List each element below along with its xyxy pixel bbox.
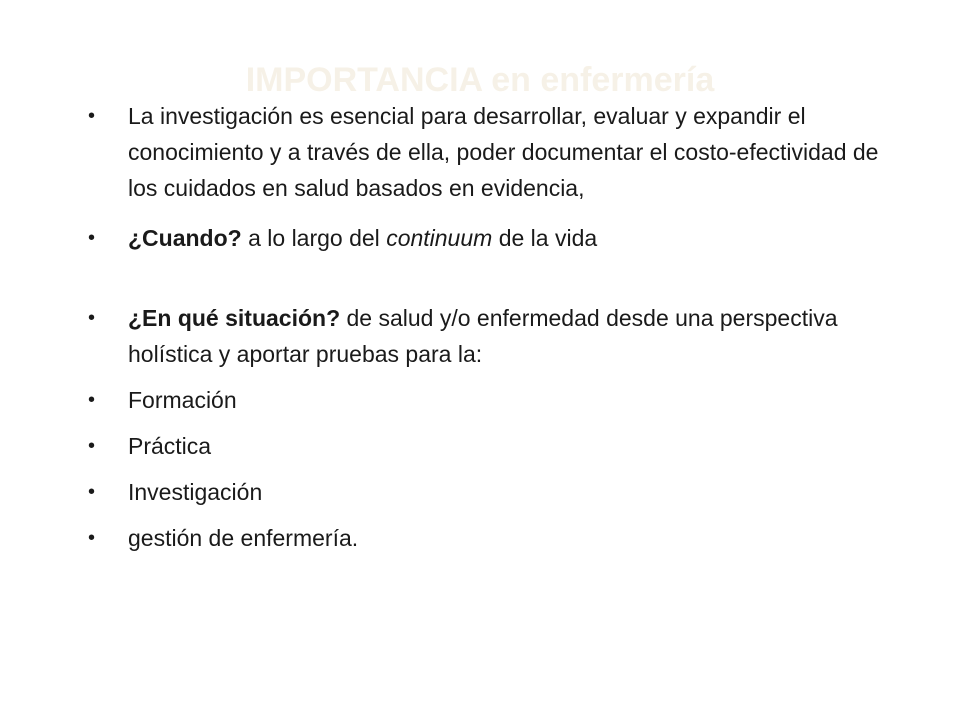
- bullet-text: Práctica: [128, 433, 212, 459]
- list-item: [88, 382, 888, 418]
- bullet-icon: •: [88, 527, 96, 549]
- slide-title: IMPORTANCIA en enfermería: [245, 61, 715, 99]
- bullet-icon: •: [88, 307, 96, 329]
- bullet-text: Formación: [128, 387, 237, 413]
- list-item: [88, 98, 888, 206]
- list-item: [88, 428, 888, 464]
- list-item: [88, 220, 888, 256]
- bullet-lead: ¿En qué situación?: [128, 305, 341, 331]
- bullet-text: a lo largo del: [241, 225, 387, 251]
- list-item: [88, 300, 888, 372]
- bullet-text: de la vida: [492, 225, 598, 251]
- bullet-icon: •: [88, 481, 96, 503]
- bullet-icon: •: [88, 435, 96, 457]
- bullet-icon: •: [88, 105, 96, 127]
- bullet-lead: ¿Cuando?: [128, 225, 242, 251]
- bullet-text: La investigación es esencial para desarrollar, evaluar y expandir el conocimiento y a través de ella, poder documentar el costo-efectividad de los cuidados en salud basados en evidencia,: [128, 103, 879, 201]
- bullet-list: [88, 98, 888, 556]
- bullet-emphasis: continuum: [386, 225, 493, 251]
- list-item: [88, 520, 888, 556]
- bullet-icon: •: [88, 389, 96, 411]
- bullet-text: Investigación: [128, 479, 263, 505]
- list-item: [88, 474, 888, 510]
- bullet-text: gestión de enfermería.: [128, 525, 359, 551]
- bullet-text: de salud y/o enfermedad desde una perspectiva holística y aportar pruebas para la:: [128, 305, 838, 367]
- bullet-icon: •: [88, 227, 96, 249]
